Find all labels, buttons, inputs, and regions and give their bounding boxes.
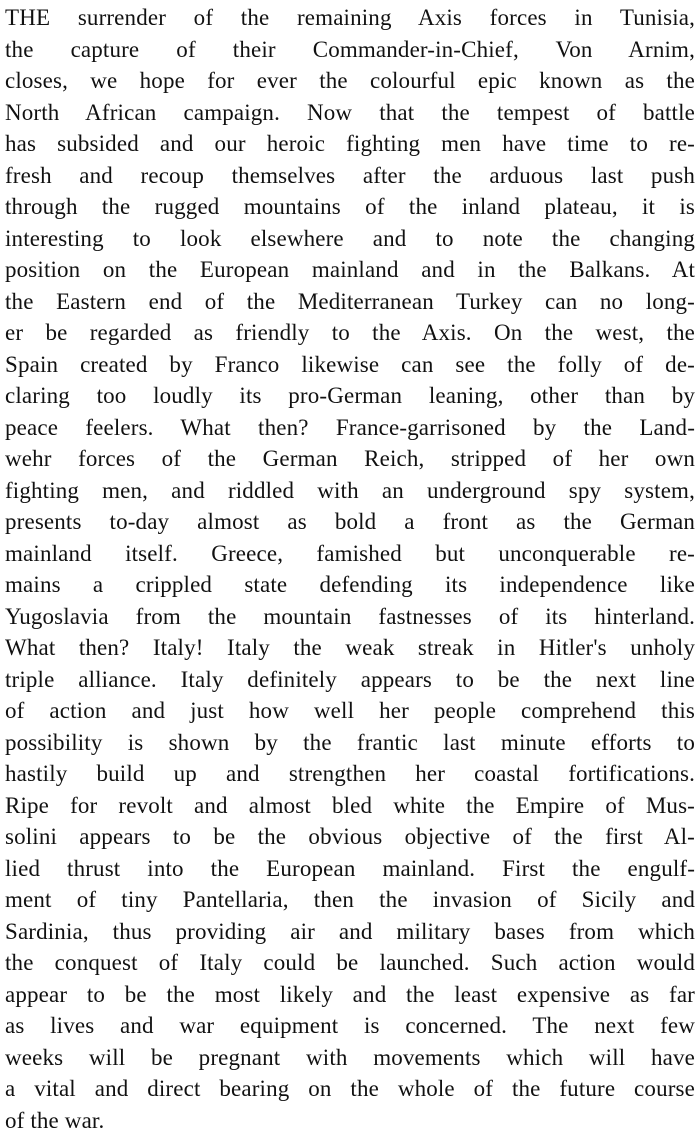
text-line: solini appears to be the obvious objective of the first Al- bbox=[5, 821, 695, 853]
text-line: Yugoslavia from the mountain fastnesses of its hinterland. bbox=[5, 601, 695, 633]
article-text-block bbox=[5, 2, 695, 1136]
text-line: presents to-day almost as bold a front as the German bbox=[5, 506, 695, 538]
text-line: What then? Italy! Italy the weak streak in Hitler's unholy bbox=[5, 632, 695, 664]
text-line: the Eastern end of the Mediterranean Turkey can no long- bbox=[5, 286, 695, 318]
text-line: Ripe for revolt and almost bled white the Empire of Mus- bbox=[5, 790, 695, 822]
text-line: mainland itself. Greece, famished but unconquerable re- bbox=[5, 538, 695, 570]
text-line: through the rugged mountains of the inland plateau, it is bbox=[5, 191, 695, 223]
text-line: possibility is shown by the frantic last minute efforts to bbox=[5, 727, 695, 759]
text-line: appear to be the most likely and the least expensive as far bbox=[5, 979, 695, 1011]
text-line: of action and just how well her people comprehend this bbox=[5, 695, 695, 727]
text-line: Spain created by Franco likewise can see the folly of de- bbox=[5, 349, 695, 381]
text-line: wehr forces of the German Reich, stripped of her own bbox=[5, 443, 695, 475]
text-line: THE surrender of the remaining Axis forces in Tunisia, bbox=[5, 2, 695, 34]
text-line: position on the European mainland and in the Balkans. At bbox=[5, 254, 695, 286]
text-line: Sardinia, thus providing air and military bases from which bbox=[5, 916, 695, 948]
text-line: triple alliance. Italy definitely appears to be the next line bbox=[5, 664, 695, 696]
text-line: weeks will be pregnant with movements which will have bbox=[5, 1042, 695, 1074]
text-line: ment of tiny Pantellaria, then the invasion of Sicily and bbox=[5, 884, 695, 916]
text-line: er be regarded as friendly to the Axis. On the west, the bbox=[5, 317, 695, 349]
text-line: the conquest of Italy could be launched. Such action would bbox=[5, 947, 695, 979]
text-line: fresh and recoup themselves after the arduous last push bbox=[5, 160, 695, 192]
text-line: claring too loudly its pro-German leaning, other than by bbox=[5, 380, 695, 412]
text-line: a vital and direct bearing on the whole of the future course bbox=[5, 1073, 695, 1105]
text-line-last: of the war. bbox=[5, 1105, 695, 1136]
text-line: hastily build up and strengthen her coastal fortifications. bbox=[5, 758, 695, 790]
text-line: North African campaign. Now that the tempest of battle bbox=[5, 97, 695, 129]
text-line: peace feelers. What then? France-garrisoned by the Land- bbox=[5, 412, 695, 444]
text-line: interesting to look elsewhere and to note the changing bbox=[5, 223, 695, 255]
text-line: the capture of their Commander-in-Chief, Von Arnim, bbox=[5, 34, 695, 66]
text-line: lied thrust into the European mainland. First the engulf- bbox=[5, 853, 695, 885]
text-line: fighting men, and riddled with an underground spy system, bbox=[5, 475, 695, 507]
text-line: closes, we hope for ever the colourful epic known as the bbox=[5, 65, 695, 97]
text-line: has subsided and our heroic fighting men have time to re- bbox=[5, 128, 695, 160]
text-line: mains a crippled state defending its independence like bbox=[5, 569, 695, 601]
text-line: as lives and war equipment is concerned. The next few bbox=[5, 1010, 695, 1042]
